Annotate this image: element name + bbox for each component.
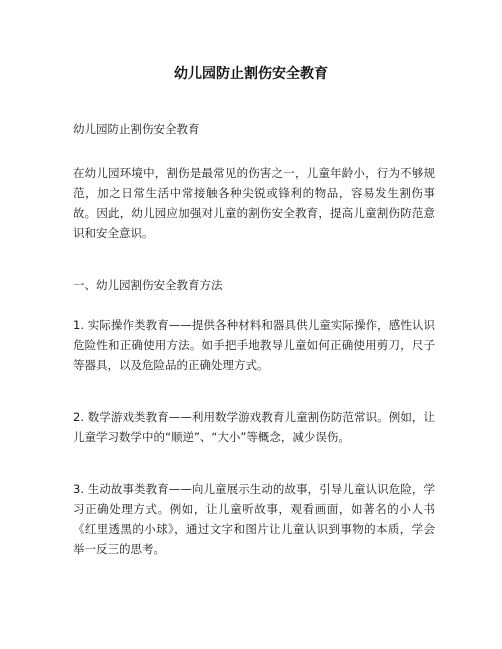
section-heading: 一、幼儿园割伤安全教育方法 <box>73 278 223 292</box>
list-item: 2. 数学游戏类教育——利用数学游戏教育儿童割伤防范常识。例如，让儿童学习数学中的“顺逆”、“大小”等概念，减少误伤。 <box>73 410 435 444</box>
list-item: 3. 生动故事类教育——向儿童展示生动的故事，引导儿童认识危险，学习正确处理方式。例如，让儿童听故事，观看画面，如著名的小人书《红里透黑的小球》，通过文字和图片让儿童认识到事物的本质，学会举一反三的思考。 <box>73 482 435 556</box>
document-title: 幼儿园防止割伤安全教育 <box>174 66 328 82</box>
intro-paragraph: 在幼儿园环境中，割伤是最常见的伤害之一，儿童年龄小，行为不够规范，加之日常生活中常接触各种尖锐或锋利的物品，容易发生割伤事故。因此，幼儿园应加强对儿童的割伤安全教育，提高儿童割伤防范意识和安全意识。 <box>73 166 435 240</box>
document-subtitle: 幼儿园防止割伤安全教育 <box>73 122 200 136</box>
list-item: 1. 实际操作类教育——提供各种材料和器具供儿童实际操作，感性认识危险性和正确使用方法。如手把手地教导儿童如何正确使用剪刀，尺子等器具，以及危险品的正确处理方式。 <box>73 318 435 372</box>
